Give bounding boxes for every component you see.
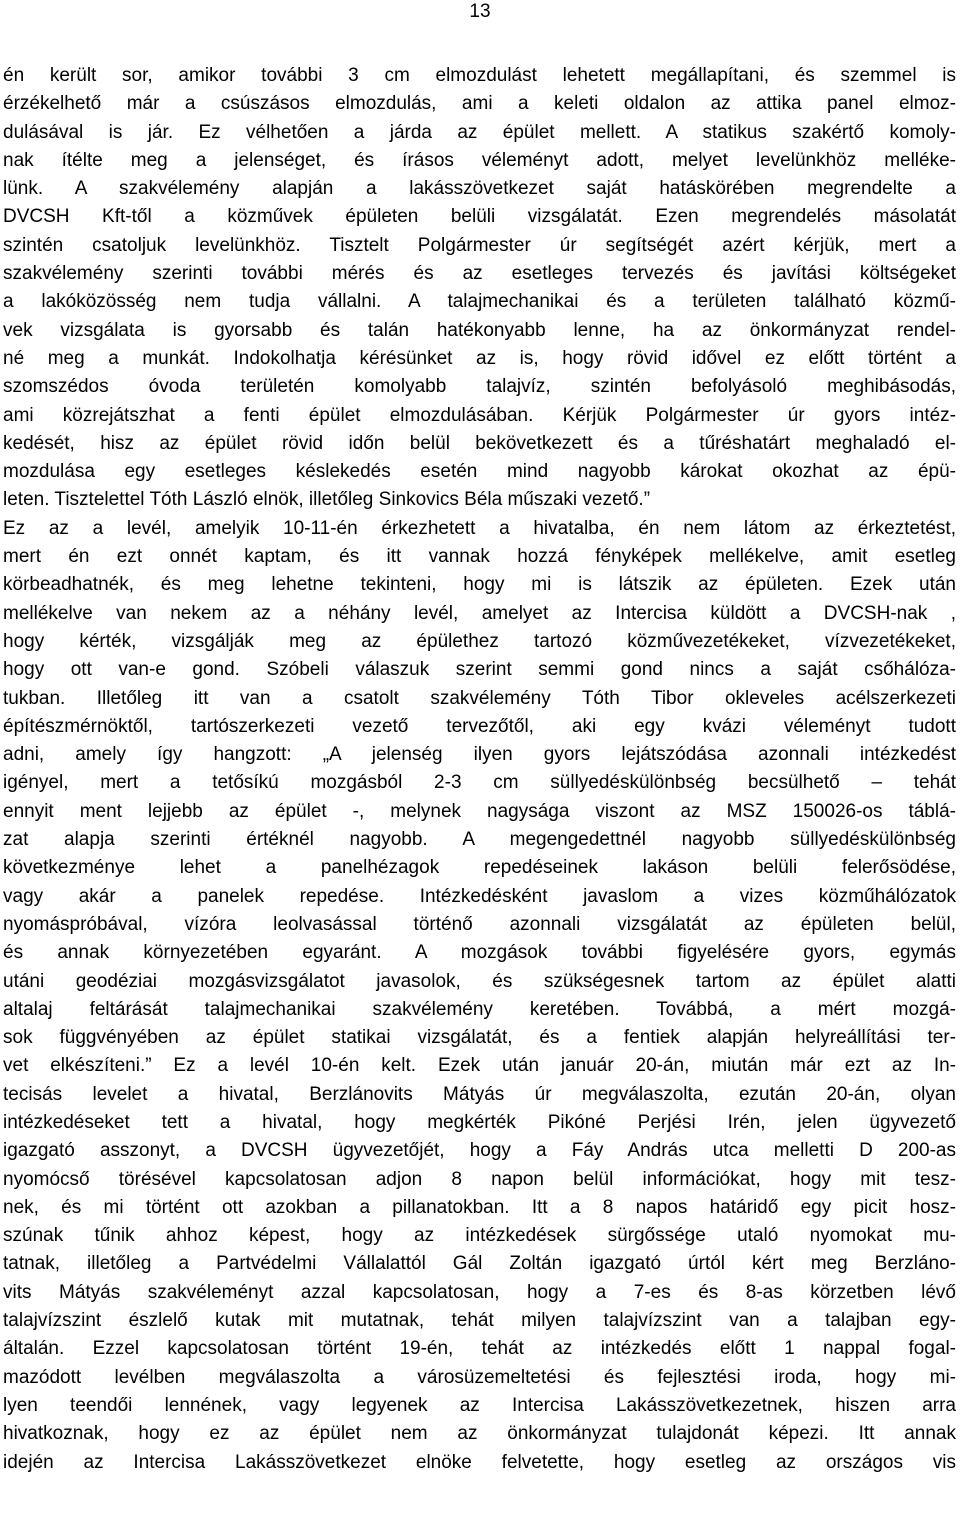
- text-line: szakvélemény szerinti további mérés és az esetleges tervezés és javítási költségeket: [3, 263, 956, 285]
- text-line: a lakóközösség nem tudja vállalni. A talajmechanikai és a területen található közmű-: [3, 291, 956, 313]
- text-line: szomszédos óvoda területén komolyabb talajvíz, szintén befolyásoló meghibásodás,: [3, 376, 956, 398]
- text-line: adni, amely így hangzott: „A jelenség ilyen gyors lejátszódása azonnali intézkedést: [3, 744, 956, 766]
- text-line: nak ítélte meg a jelenséget, és írásos véleményt adott, melyet levelünkhöz melléke-: [3, 149, 956, 171]
- text-line: vits Mátyás szakvéleményt azzal kapcsolatosan, hogy a 7-es és 8-as körzetben lévő: [3, 1281, 956, 1303]
- text-line: érzékelhető már a csúszásos elmozdulás, ami a keleti oldalon az attika panel elmoz-: [3, 93, 956, 115]
- text-line: építészmérnöktől, tartószerkezeti vezető tervezőtől, aki egy kvázi véleményt tudott: [3, 715, 956, 737]
- text-line: vagy akár a panelek repedése. Intézkedésként javaslom a vizes közműhálózatok: [3, 885, 956, 907]
- text-line: mellékelve van nekem az a néhány levél, amelyet az Intercisa küldött a DVCSH-nak ,: [3, 602, 956, 624]
- text-line: DVCSH Kft-től a közművek épületen belüli vizsgálatát. Ezen megrendelés másolatát: [3, 206, 956, 228]
- text-line: tukban. Illetőleg itt van a csatolt szakvélemény Tóth Tibor okleveles acélszerkezeti: [3, 687, 956, 709]
- page-number: 13: [469, 1, 491, 22]
- text-line: nek, és mi történt ott azokban a pillanatokban. Itt a 8 napos határidő egy picit hosz-: [3, 1196, 956, 1218]
- text-line: hogy kérték, vizsgálják meg az épülethez tartozó közművezetékeket, vízvezetékeket,: [3, 630, 956, 652]
- text-line: altalaj feltárását talajmechanikai szakvélemény keretében. Továbbá, a mért mozgá-: [3, 998, 956, 1020]
- text-line: mazódott levélben megválaszolta a városüzemeltetési és fejlesztési iroda, hogy mi-: [3, 1366, 956, 1388]
- text-line: szúnak tűnik ahhoz képest, hogy az intézkedések sürgőssége utaló nyomokat mu-: [3, 1225, 956, 1247]
- text-line: hogy ott van-e gond. Szóbeli válaszuk szerint semmi gond nincs a saját csőhálóza-: [3, 659, 956, 681]
- text-line: mozdulása egy esetleges késlekedés esetén mind nagyobb károkat okozhat az épü-: [3, 461, 956, 483]
- text-line: né meg a munkát. Indokolhatja kérésünket az is, hogy rövid idővel ez előtt történt a: [3, 347, 956, 369]
- text-line: Ez az a levél, amelyik 10-11-én érkezhetett a hivatalba, én nem látom az érkeztetést,: [3, 517, 956, 539]
- text-line: vek vizsgálata is gyorsabb és talán hatékonyabb lenne, ha az önkormányzat rendel-: [3, 319, 956, 341]
- text-line: körbeadhatnék, és meg lehetne tekinteni, hogy mi is látszik az épületen. Ezek után: [3, 574, 956, 596]
- text-line: és annak környezetében egyaránt. A mozgások további figyelésére gyors, egymás: [3, 942, 956, 964]
- document-body: [0, 62, 960, 1477]
- text-line: én került sor, amikor további 3 cm elmozdulást lehetett megállapítani, és szemmel is: [3, 65, 956, 86]
- text-line: lünk. A szakvélemény alapján a lakásszövetkezet saját hatáskörében megrendelte a: [3, 178, 956, 200]
- text-line: intézkedéseket tett a hivatal, hogy megkérték Pikóné Perjési Irén, jelen ügyvezető: [3, 1111, 956, 1133]
- text-line: vet elkészíteni.” Ez a levél 10-én kelt. Ezek után január 20-án, miután már ezt az In-: [3, 1055, 956, 1077]
- text-line: ami közrejátszhat a fenti épület elmozdulásában. Kérjük Polgármester úr gyors intéz-: [3, 404, 956, 426]
- text-line: tecisás levelet a hivatal, Berzlánovits Mátyás úr megválaszolta, ezután 20-án, olyan: [3, 1083, 956, 1105]
- text-line: szintén csatoljuk levelünkhöz. Tisztelt Polgármester úr segítségét azért kérjük, mert a: [3, 234, 956, 256]
- text-line: nyomáspróbával, vízóra leolvasással történő azonnali vizsgálatát az épületen belül,: [3, 913, 956, 935]
- text-line: dulásával is jár. Ez vélhetően a járda az épület mellett. A statikus szakértő komoly-: [3, 121, 956, 143]
- text-line: leten. Tisztelettel Tóth László elnök, illetőleg Sinkovics Béla műszaki vezető.”: [3, 489, 651, 511]
- text-line: zat alapja szerinti értéknél nagyobb. A megengedettnél nagyobb süllyedéskülönbség: [3, 829, 956, 851]
- text-line: ennyit ment lejjebb az épület -, melynek nagysága viszont az MSZ 150026-os táblá-: [3, 800, 956, 822]
- text-line: igényel, mert a tetősíkú mozgásból 2-3 cm süllyedéskülönbség becsülhető – tehát: [3, 772, 956, 794]
- text-line: utáni geodéziai mozgásvizsgálatot javasolok, és szükségesnek tartom az épület alatti: [3, 970, 956, 992]
- text-line: kedését, hisz az épület rövid időn belül bekövetkezett és a tűréshatárt meghaladó el-: [3, 432, 956, 454]
- text-line: tatnak, illetőleg a Partvédelmi Vállalattól Gál Zoltán igazgató úrtól kért meg Berzlánо-: [3, 1253, 956, 1275]
- text-line: következménye lehet a panelhézagok repedéseinek lakáson belüli felerősödése,: [3, 857, 956, 879]
- text-line: igazgató asszonyt, a DVCSH ügyvezetőjét, hogy a Fáy András utca melletti D 200-as: [3, 1140, 956, 1162]
- text-line: talajvízszint észlelő kutak mit mutatnak, tehát milyen talajvízszint van a talajban egy-: [3, 1310, 956, 1332]
- text-line: hivatkoznak, hogy ez az épület nem az önkormányzat tulajdonát képezi. Itt annak: [3, 1423, 956, 1445]
- text-line: lyen teendői lennének, vagy legyenek az Intercisa Lakásszövetkezetnek, hiszen arra: [3, 1394, 956, 1416]
- text-line: mert én ezt onnét kaptam, és itt vannak hozzá fényképek mellékelve, amit esetleg: [3, 546, 956, 568]
- text-line: idején az Intercisa Lakásszövetkezet elnöke felvetette, hogy esetleg az országos vis: [3, 1451, 956, 1473]
- text-line: általán. Ezzel kapcsolatosan történt 19-én, tehát az intézkedés előtt 1 nappal fogal-: [3, 1338, 956, 1360]
- text-line: nyomócső törésével kapcsolatosan adjon 8 napon belül információkat, hogy mit tesz-: [3, 1168, 956, 1190]
- text-line: sok függvényében az épület statikai vizsgálatát, és a fentiek alapján helyreállítási ter-: [3, 1027, 956, 1049]
